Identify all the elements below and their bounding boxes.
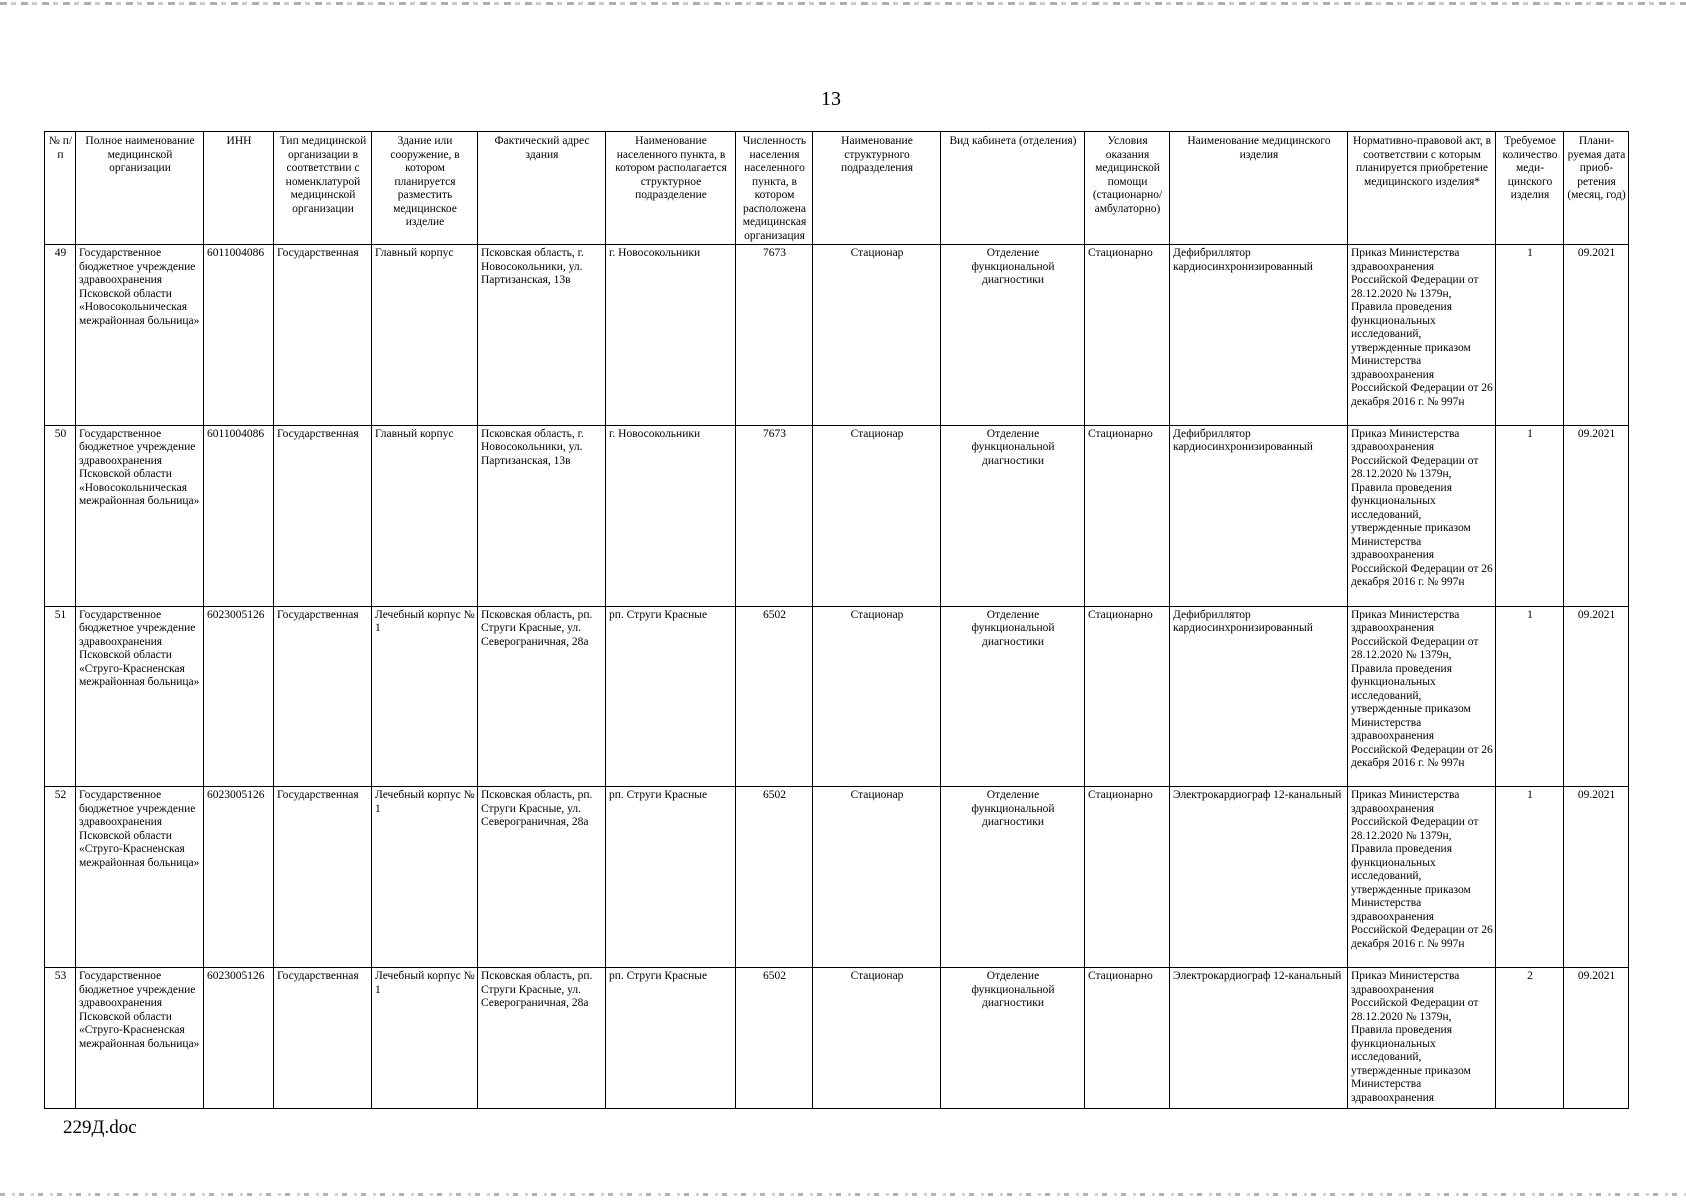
- cell-qty: 1: [1496, 787, 1564, 968]
- cell-org: Государственное бюджетное учреждение здравоохранения Псковской области «Струго-Красненская межрайонная больница»: [76, 968, 204, 1109]
- cell-address: Псковская область, г. Новосокольники, ул. Партизанская, 13в: [478, 245, 606, 426]
- header-cell: Наименование структурного подразделения: [813, 132, 941, 245]
- cell-population: 6502: [736, 968, 813, 1109]
- cell-address: Псковская область, рп. Струги Красные, ул. Северограничная, 28а: [478, 606, 606, 787]
- cell-num: 53: [45, 968, 76, 1109]
- cell-locality: рп. Струги Красные: [606, 787, 736, 968]
- header-cell: Численность населения населенного пункта, в котором расположена медицинская организация: [736, 132, 813, 245]
- header-cell: Требуемое количество меди-цинского изделия: [1496, 132, 1564, 245]
- cell-org: Государственное бюджетное учреждение здравоохранения Псковской области «Новосокольническая межрайонная больница»: [76, 245, 204, 426]
- cell-population: 7673: [736, 425, 813, 606]
- cell-type: Государственная: [274, 606, 372, 787]
- cell-act: Приказ Министерства здравоохранения Российской Федерации от 28.12.2020 № 1379н, Правила проведения функциональных исследований, утвержденные приказом Министерства здравоохранения Российской Федерации от 26 декабря 2016 г. № 997н: [1348, 787, 1496, 968]
- cell-unit: Стационар: [813, 968, 941, 1109]
- cell-qty: 1: [1496, 245, 1564, 426]
- cell-qty: 1: [1496, 606, 1564, 787]
- header-cell: Полное наименование медицинской организации: [76, 132, 204, 245]
- cell-unit: Стационар: [813, 606, 941, 787]
- cell-population: 7673: [736, 245, 813, 426]
- cell-org: Государственное бюджетное учреждение здравоохранения Псковской области «Струго-Красненская межрайонная больница»: [76, 787, 204, 968]
- header-cell: Условия оказания медицинской помощи (стационарно/ амбулаторно): [1085, 132, 1170, 245]
- cell-cabinet: Отделение функциональной диагностики: [941, 968, 1085, 1109]
- cell-population: 6502: [736, 606, 813, 787]
- scan-artifact-bottom: [0, 1193, 1686, 1196]
- table-row: [45, 606, 1629, 787]
- cell-building: Главный корпус: [372, 425, 478, 606]
- header-cell: Здание или сооружение, в котором планируется разместить медицинское изделие: [372, 132, 478, 245]
- header-cell: Наименование населенного пункта, в котором располагается структурное подразделение: [606, 132, 736, 245]
- cell-population: 6502: [736, 787, 813, 968]
- cell-act: Приказ Министерства здравоохранения Российской Федерации от 28.12.2020 № 1379н, Правила проведения функциональных исследований, утвержденные приказом Министерства здравоохранения Российской Федерации от 26 декабря 2016 г. № 997н: [1348, 245, 1496, 426]
- header-cell: Вид кабинета (отделения): [941, 132, 1085, 245]
- cell-type: Государственная: [274, 245, 372, 426]
- cell-date: 09.2021: [1564, 787, 1629, 968]
- cell-conditions: Стационарно: [1085, 787, 1170, 968]
- header-cell: Плани-руемая дата приоб-ретения (месяц, год): [1564, 132, 1629, 245]
- cell-unit: Стационар: [813, 245, 941, 426]
- cell-locality: рп. Струги Красные: [606, 606, 736, 787]
- cell-cabinet: Отделение функциональной диагностики: [941, 606, 1085, 787]
- cell-inn: 6011004086: [204, 425, 274, 606]
- cell-conditions: Стационарно: [1085, 425, 1170, 606]
- header-cell: Фактический адрес здания: [478, 132, 606, 245]
- cell-locality: г. Новосокольники: [606, 245, 736, 426]
- table-row: [45, 245, 1629, 426]
- cell-device: Электрокардиограф 12-канальный: [1170, 787, 1348, 968]
- cell-device: Дефибриллятор кардиосинхронизированный: [1170, 245, 1348, 426]
- table-row: [45, 425, 1629, 606]
- cell-qty: 2: [1496, 968, 1564, 1109]
- cell-date: 09.2021: [1564, 245, 1629, 426]
- cell-locality: г. Новосокольники: [606, 425, 736, 606]
- cell-date: 09.2021: [1564, 968, 1629, 1109]
- cell-building: Главный корпус: [372, 245, 478, 426]
- cell-locality: рп. Струги Красные: [606, 968, 736, 1109]
- cell-building: Лечебный корпус № 1: [372, 968, 478, 1109]
- cell-inn: 6023005126: [204, 968, 274, 1109]
- cell-cabinet: Отделение функциональной диагностики: [941, 787, 1085, 968]
- cell-inn: 6011004086: [204, 245, 274, 426]
- cell-org: Государственное бюджетное учреждение здравоохранения Псковской области «Новосокольническая межрайонная больница»: [76, 425, 204, 606]
- cell-org: Государственное бюджетное учреждение здравоохранения Псковской области «Струго-Красненская межрайонная больница»: [76, 606, 204, 787]
- footer-filename: 229Д.doc: [63, 1117, 137, 1138]
- cell-device: Электрокардиограф 12-канальный: [1170, 968, 1348, 1109]
- cell-num: 51: [45, 606, 76, 787]
- cell-qty: 1: [1496, 425, 1564, 606]
- header-cell: Наименование медицинского изделия: [1170, 132, 1348, 245]
- cell-date: 09.2021: [1564, 425, 1629, 606]
- cell-inn: 6023005126: [204, 606, 274, 787]
- cell-building: Лечебный корпус № 1: [372, 787, 478, 968]
- table-row: [45, 787, 1629, 968]
- cell-type: Государственная: [274, 787, 372, 968]
- cell-act: Приказ Министерства здравоохранения Российской Федерации от 28.12.2020 № 1379н, Правила проведения функциональных исследований, утвержденные приказом Министерства здравоохранения: [1348, 968, 1496, 1109]
- cell-act: Приказ Министерства здравоохранения Российской Федерации от 28.12.2020 № 1379н, Правила проведения функциональных исследований, утвержденные приказом Министерства здравоохранения Российской Федерации от 26 декабря 2016 г. № 997н: [1348, 606, 1496, 787]
- cell-unit: Стационар: [813, 787, 941, 968]
- cell-num: 50: [45, 425, 76, 606]
- cell-device: Дефибриллятор кардиосинхронизированный: [1170, 425, 1348, 606]
- cell-cabinet: Отделение функциональной диагностики: [941, 425, 1085, 606]
- cell-num: 52: [45, 787, 76, 968]
- cell-conditions: Стационарно: [1085, 968, 1170, 1109]
- equipment-table: [44, 131, 1629, 1109]
- header-cell: Нормативно-правовой акт, в соответствии с которым планируется приобретение медицинского изделия*: [1348, 132, 1496, 245]
- cell-inn: 6023005126: [204, 787, 274, 968]
- cell-type: Государственная: [274, 968, 372, 1109]
- cell-conditions: Стационарно: [1085, 606, 1170, 787]
- cell-num: 49: [45, 245, 76, 426]
- header-cell: ИНН: [204, 132, 274, 245]
- page-number: 13: [821, 88, 841, 110]
- header-cell: № п/п: [45, 132, 76, 245]
- cell-device: Дефибриллятор кардиосинхронизированный: [1170, 606, 1348, 787]
- cell-act: Приказ Министерства здравоохранения Российской Федерации от 28.12.2020 № 1379н, Правила проведения функциональных исследований, утвержденные приказом Министерства здравоохранения Российской Федерации от 26 декабря 2016 г. № 997н: [1348, 425, 1496, 606]
- cell-date: 09.2021: [1564, 606, 1629, 787]
- cell-address: Псковская область, г. Новосокольники, ул. Партизанская, 13в: [478, 425, 606, 606]
- table-row: [45, 968, 1629, 1109]
- cell-conditions: Стационарно: [1085, 245, 1170, 426]
- cell-type: Государственная: [274, 425, 372, 606]
- cell-address: Псковская область, рп. Струги Красные, ул. Северограничная, 28а: [478, 968, 606, 1109]
- cell-building: Лечебный корпус № 1: [372, 606, 478, 787]
- header-cell: Тип медицинской организации в соответствии с номенклатурой медицинской организации: [274, 132, 372, 245]
- cell-cabinet: Отделение функциональной диагностики: [941, 245, 1085, 426]
- scan-artifact-top: [0, 2, 1686, 5]
- table-header-row: [45, 132, 1629, 245]
- cell-unit: Стационар: [813, 425, 941, 606]
- cell-address: Псковская область, рп. Струги Красные, ул. Северограничная, 28а: [478, 787, 606, 968]
